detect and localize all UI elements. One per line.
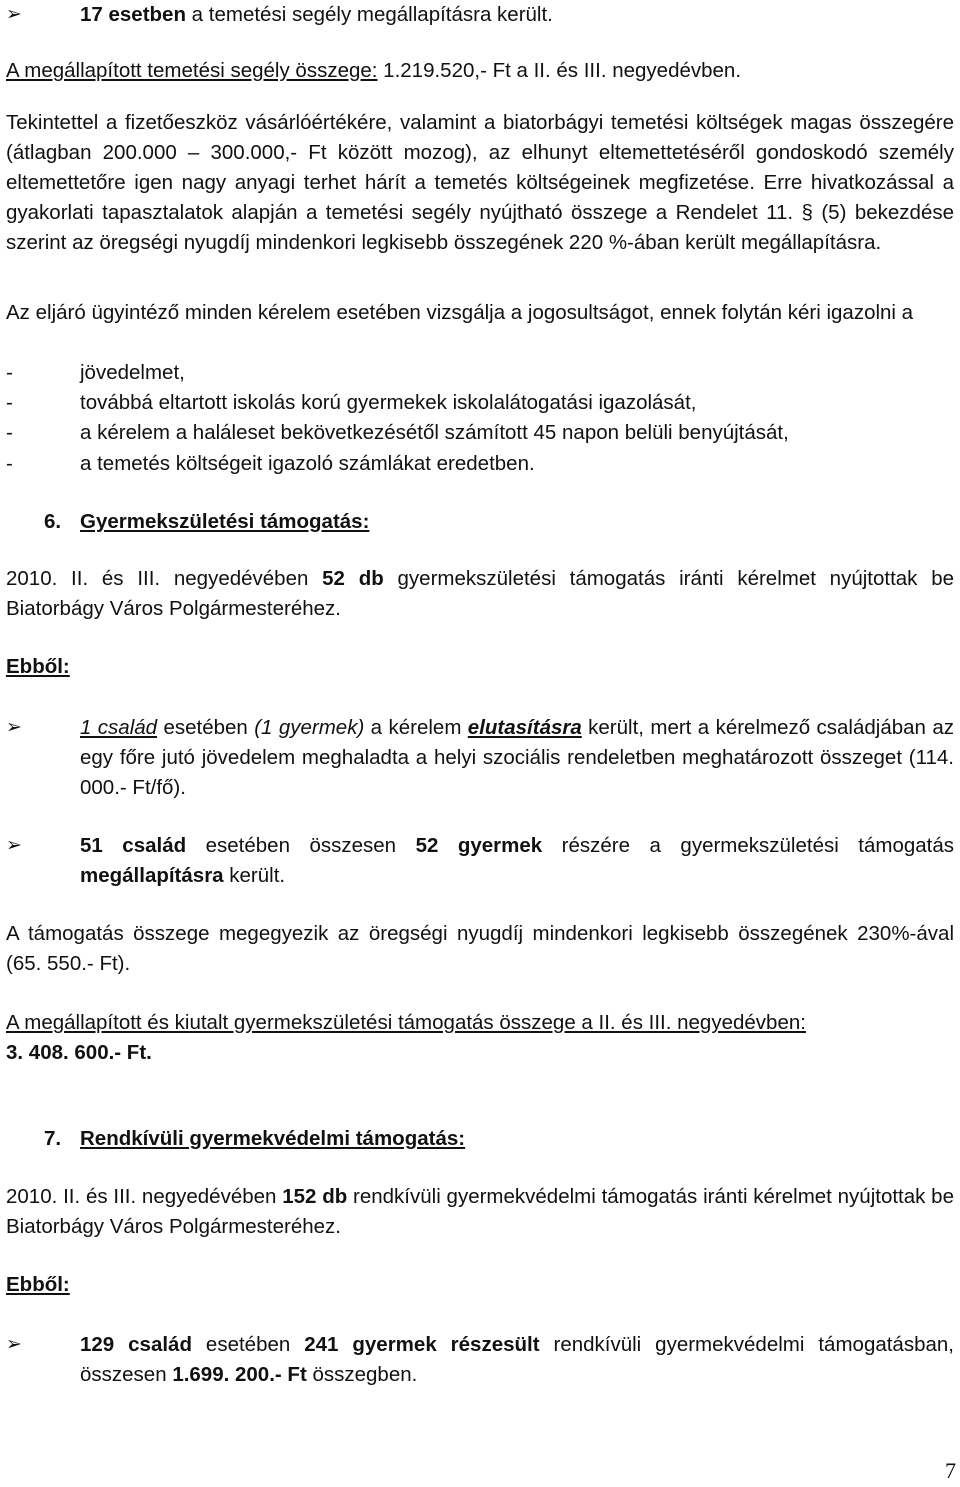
arrow-bullet-icon: ➢ (6, 4, 22, 25)
arrow-bullet-icon: ➢ (6, 835, 22, 856)
list-item: - a temetés költségeit igazoló számlákat eredetben. (6, 452, 535, 475)
arrow-bullet-icon: ➢ (6, 1334, 22, 1355)
section-6-number: 6. (44, 510, 62, 533)
child-ebbol-label: Ebből: (6, 1273, 70, 1296)
page-number: 7 (945, 1458, 956, 1483)
list-item: - továbbá eltartott iskolás korú gyermekek iskolalátogatási igazolását, (6, 391, 697, 414)
birth-total-value: 3. 408. 600.- Ft. (6, 1041, 152, 1064)
section-7-heading: Rendkívüli gyermekvédelmi támogatás: (80, 1127, 466, 1150)
funeral-count-line: 17 esetben a temetési segély megállapításra került. (80, 3, 553, 26)
funeral-amount-label: A megállapított temetési segély összege: (6, 59, 378, 82)
list-item: - a kérelem a haláleset bekövetkezésétől számított 45 napon belüli benyújtását, (6, 421, 789, 444)
section-6-heading: Gyermekszületési támogatás: (80, 510, 370, 533)
birth-rejected-item: 1 család esetében (1 gyermek) a kérelem elutasításra került, mert a kérelmező családjában az egy főre jutó jövedelem meghaladta a helyi szociális rendeletben meghatározott összeget (114. 000.- Ft/fő). (80, 716, 954, 799)
birth-ebbol-label: Ebből: (6, 655, 70, 678)
birth-intro: 2010. II. és III. negyedévében 52 db gyermekszületési támogatás iránti kérelmet nyújtottak be Biatorbágy Város Polgármesteréhez. (6, 567, 954, 620)
funeral-verification-paragraph: Az eljáró ügyintéző minden kérelem esetében vizsgálja a jogosultságot, ennek folytán kéri igazolni a (6, 301, 914, 324)
list-item: - jövedelmet, (6, 361, 185, 384)
child-intro: 2010. II. és III. negyedévében 152 db rendkívüli gyermekvédelmi támogatás iránti kérelmet nyújtottak be Biatorbágy Város Polgármesteréhez. (6, 1185, 954, 1238)
birth-total-label: A megállapított és kiutalt gyermekszületési támogatás összege a II. és III. negyedévben: (6, 1011, 806, 1034)
funeral-paragraph: Tekintettel a fizetőeszköz vásárlóértékére, valamint a biatorbágyi temetési költségek magas összegére (átlagban 200.000 – 300.000,- Ft között mozog), az elhunyt eltemettetéséről gondoskodó személy eltemettetőre igen nagy anyagi terhet hárít a temetés költségeinek megfizetése. Erre hivatkozással a gyakorlati tapasztalatok alapján a temetési segély nyújtható összege a Rendelet 11. § (5) bekezdése szerint az öregségi nyugdíj mindenkori legkisebb összegének 220 %-ában került megállapításra. (6, 111, 954, 254)
arrow-bullet-icon: ➢ (6, 717, 22, 738)
section-7-number: 7. (44, 1127, 62, 1150)
funeral-amount-line: A megállapított temetési segély összege: 1.219.520,- Ft a II. és III. negyedévben. (6, 59, 742, 82)
funeral-count: 17 esetben (80, 3, 186, 26)
birth-amount-paragraph: A támogatás összege megegyezik az öregségi nyugdíj mindenkori legkisebb összegének 230%-ával (65. 550.- Ft). (6, 922, 954, 975)
child-support-item: 129 család esetében 241 gyermek részesült rendkívüli gyermekvédelmi támogatásban, összesen 1.699. 200.- Ft összegben. (80, 1333, 954, 1386)
birth-granted-item: 51 család esetében összesen 52 gyermek részére a gyermekszületési támogatás megállapításra került. (80, 834, 954, 887)
